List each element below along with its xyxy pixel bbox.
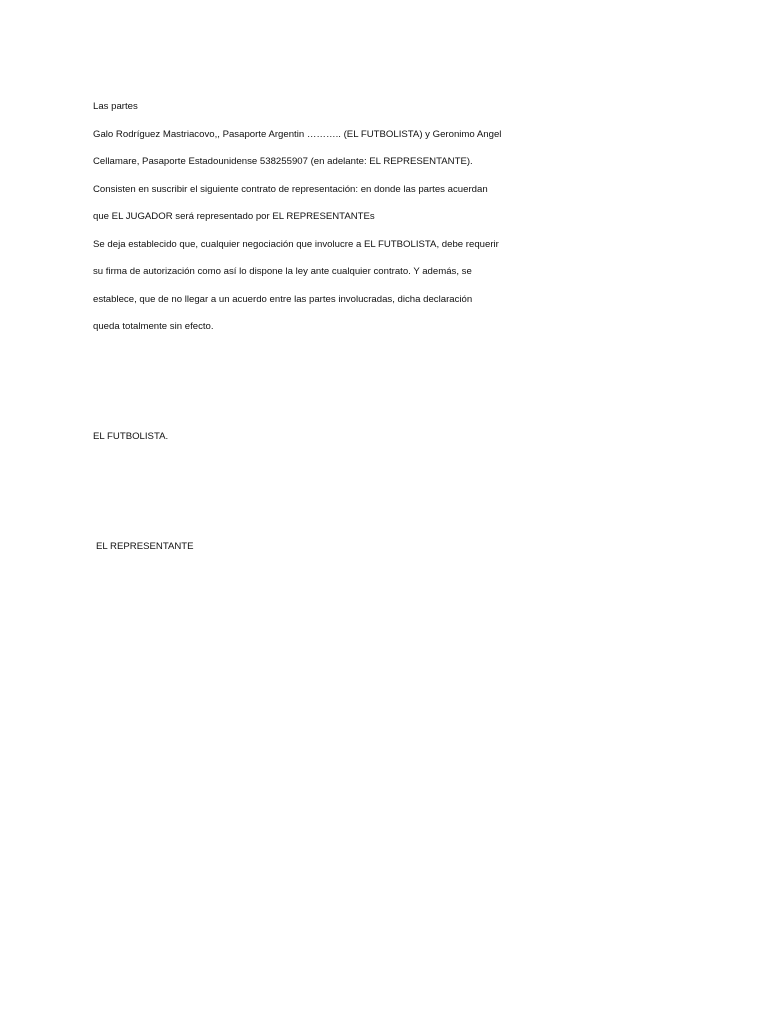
signature-representative: EL REPRESENTANTE [96, 541, 194, 552]
paragraph-line-3: Consisten en suscribir el siguiente contrato de representación: en donde las partes acuerdan [93, 184, 488, 195]
paragraph-line-1: Galo Rodríguez Mastriacovo,, Pasaporte Argentin ……….. (EL FUTBOLISTA) y Geronimo Angel [93, 129, 502, 140]
signature-player: EL FUTBOLISTA. [93, 431, 169, 442]
paragraph-line-6: su firma de autorización como así lo dispone la ley ante cualquier contrato. Y además, se [93, 266, 472, 277]
paragraph-line-8: queda totalmente sin efecto. [93, 321, 214, 332]
document-heading: Las partes [93, 101, 138, 112]
paragraph-line-7: establece, que de no llegar a un acuerdo entre las partes involucradas, dicha declaración [93, 294, 473, 305]
paragraph-line-5: Se deja establecido que, cualquier negociación que involucre a EL FUTBOLISTA, debe requerir [93, 239, 499, 250]
paragraph-line-2: Cellamare, Pasaporte Estadounidense 538255907 (en adelante: EL REPRESENTANTE). [93, 156, 473, 167]
paragraph-line-4: que EL JUGADOR será representado por EL REPRESENTANTEs [93, 211, 375, 222]
